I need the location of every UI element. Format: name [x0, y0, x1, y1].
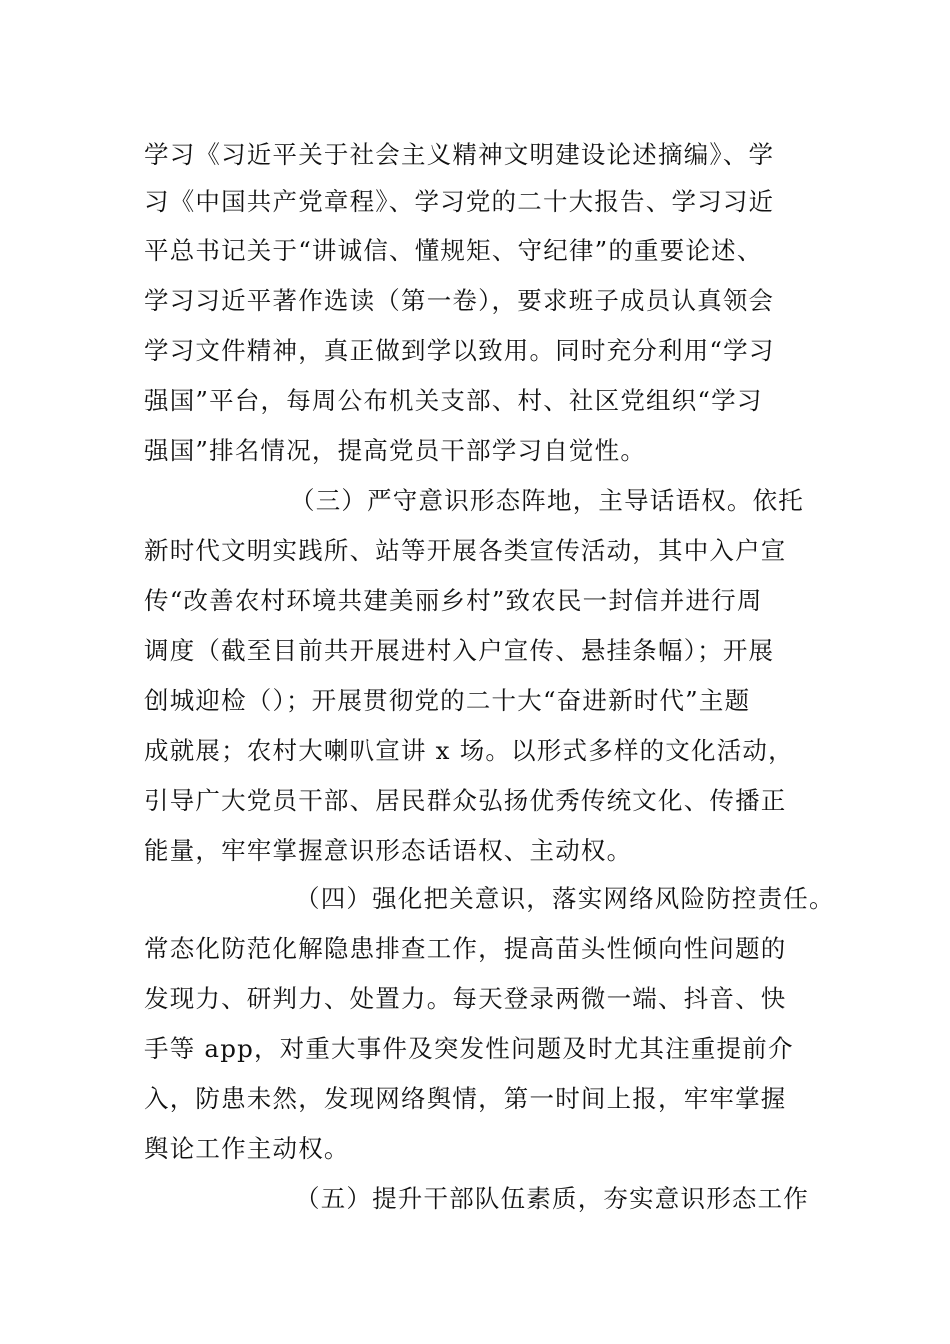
text-line: 学习习近平著作选读（第一卷），要求班子成员认真领会: [144, 286, 775, 315]
text-line: 创城迎检（）；开展贯彻党的二十大“奋进新时代”主题: [144, 686, 751, 715]
text-line: 学习文件精神，真正做到学以致用。同时充分利用“学习: [144, 336, 775, 365]
text-line: 发现力、研判力、处置力。每天登录两微一端、抖音、快: [144, 984, 787, 1013]
text-line: 舆论工作主动权。: [144, 1134, 350, 1163]
text-line: 常态化防范化解隐患排查工作，提高苗头性倾向性问题的: [144, 934, 787, 963]
text-line: 强国”平台，每周公布机关支部、村、社区党组织“学习: [144, 386, 763, 415]
text-line: 习《中国共产党章程》、学习党的二十大报告、学习习近: [144, 187, 775, 216]
text-line: 新时代文明实践所、站等开展各类宣传活动，其中入户宣: [144, 536, 787, 565]
section-heading-4: （四）强化把关意识，落实网络风险防控责任。: [295, 884, 835, 913]
section-heading-5: （五）提升干部队伍素质，夯实意识形态工作: [295, 1184, 809, 1213]
text-line: 引导广大党员干部、居民群众弘扬优秀传统文化、传播正: [144, 786, 787, 815]
text-line: 平总书记关于“讲诚信、懂规矩、守纪律”的重要论述、: [144, 236, 763, 265]
text-line: 调度（截至目前共开展进村入户宣传、悬挂条幅）；开展: [144, 636, 775, 665]
text-line: 强国”排名情况，提高党员干部学习自觉性。: [144, 436, 647, 465]
text-line: 传“改善农村环境共建美丽乡村”致农民一封信并进行周: [144, 586, 763, 615]
text-line: 入，防患未然，发现网络舆情，第一时间上报，牢牢掌握: [144, 1084, 787, 1113]
text-line: 成就展；农村大喇叭宣讲 x 场。以形式多样的文化活动，: [144, 736, 794, 765]
text-line: 能量，牢牢掌握意识形态话语权、主动权。: [144, 836, 633, 865]
text-line: 手等 app，对重大事件及突发性问题及时尤其注重提前介: [144, 1034, 794, 1063]
section-heading-3: （三）严守意识形态阵地，主导话语权。依托: [290, 486, 804, 515]
text-line: 学习《习近平关于社会主义精神文明建设论述摘编》、学: [144, 140, 775, 169]
